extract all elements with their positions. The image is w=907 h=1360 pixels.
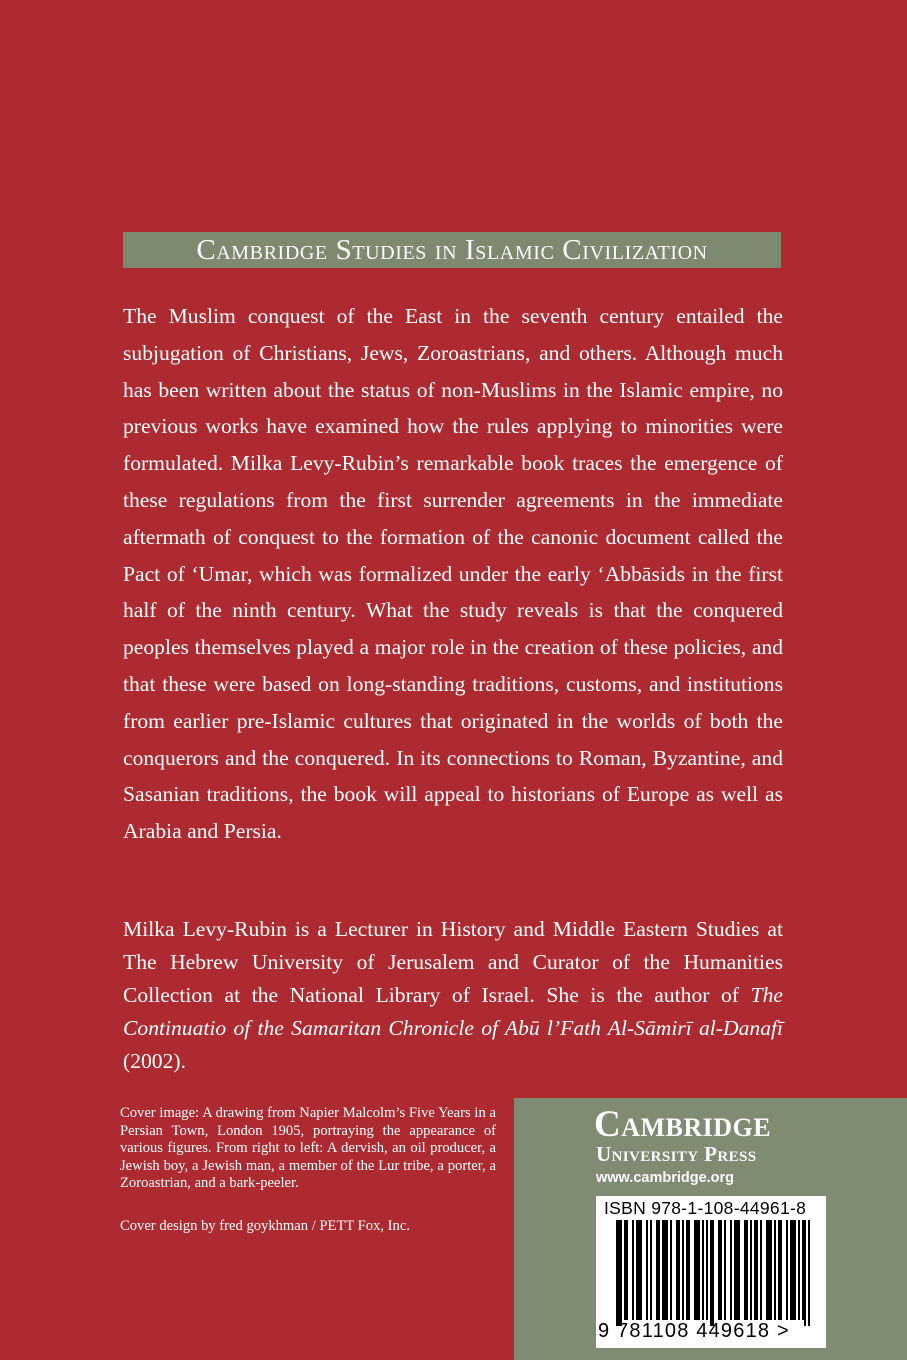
barcode-bar (710, 1220, 712, 1326)
publisher-subname: University Press (596, 1142, 757, 1166)
barcode-bar (786, 1220, 788, 1320)
barcode-bar (682, 1220, 684, 1320)
barcode-bar (794, 1220, 796, 1320)
barcode-bar (618, 1220, 620, 1326)
barcode-bar (636, 1220, 638, 1320)
barcode-bar (670, 1220, 672, 1320)
barcode-bar (678, 1220, 680, 1320)
barcode-bar (792, 1220, 794, 1320)
barcode-bar (698, 1220, 700, 1320)
barcode-bar (754, 1220, 756, 1320)
barcode-bar (662, 1220, 664, 1320)
barcode-bar (798, 1220, 800, 1320)
series-title: Cambridge Studies in Islamic Civilization (196, 233, 708, 266)
barcode-bar (718, 1220, 720, 1320)
barcode-bar (778, 1220, 780, 1320)
barcode-bar (706, 1220, 708, 1320)
cover-design-credit: Cover design by fred goykhman / PETT Fox, Inc. (120, 1218, 410, 1234)
barcode-bar (790, 1220, 792, 1320)
barcode-bar (770, 1220, 772, 1320)
author-bio-year: (2002). (123, 1049, 186, 1073)
barcode-bar (730, 1220, 732, 1320)
barcode-bar (768, 1220, 770, 1320)
barcode-bar (702, 1220, 704, 1320)
barcode-bar (638, 1220, 640, 1320)
barcode-bar (646, 1220, 648, 1320)
barcode-bar (720, 1220, 722, 1320)
barcode-bar (750, 1220, 752, 1320)
author-bio-text: Milka Levy-Rubin is a Lecturer in History and Middle Eastern Studies at The Hebrew University of Jerusalem and Curator of the Humanities Collection at the National Library of Israel. She is the author of (123, 917, 783, 1007)
barcode-bar (734, 1220, 736, 1320)
author-bio (123, 913, 783, 1078)
barcode-bar (624, 1220, 626, 1320)
barcode-bar (738, 1220, 740, 1320)
barcode-bar (620, 1220, 622, 1326)
barcode-bar (736, 1220, 738, 1320)
barcode-bar (746, 1220, 748, 1320)
barcode-bar (666, 1220, 668, 1320)
barcode-bar (802, 1220, 804, 1320)
author-previous-book-title: The Continuatio of the Samaritan Chronicle of Abū l’Fath Al-Sāmirī al-Danafī (123, 983, 783, 1040)
barcode-bar (626, 1220, 628, 1320)
barcode-bar (780, 1220, 782, 1320)
barcode-bar (650, 1220, 652, 1320)
barcode-box (596, 1196, 826, 1348)
isbn-number: ISBN 978-1-108-44961-8 (604, 1198, 807, 1218)
publisher-name: Cambridge (594, 1104, 772, 1145)
cover-image-credit: Cover image: A drawing from Napier Malcolm’s Five Years in a Persian Town, London 1905, portraying the appearance of various figures. From right to left: A dervish, an oil producer, a Jewish boy, a Jewish man, a member of the Lur tribe, a porter, a Zoroastrian, and a bark-peeler. (120, 1105, 496, 1192)
barcode-bar (640, 1220, 642, 1320)
barcode-bar (688, 1220, 690, 1320)
barcode-bar (686, 1220, 688, 1320)
publisher-panel (514, 1098, 907, 1360)
barcode-bar (658, 1220, 660, 1320)
barcode-bar (804, 1220, 806, 1326)
barcode-bar (696, 1220, 698, 1320)
barcode-bar (808, 1220, 810, 1326)
barcode-bar (760, 1220, 762, 1320)
series-banner (123, 232, 781, 268)
barcode-bar (616, 1220, 618, 1326)
barcode-bar (676, 1220, 678, 1320)
barcode-bar (774, 1220, 776, 1320)
book-description: The Muslim conquest of the East in the seventh century entailed the subjugation of Christians, Jews, Zoroastrians, and others. Although much has been written about the status of non-Muslims in the Islamic empire, no previous works have examined how the rules applying to minorities were formulated. Milka Levy-Rubin’s remarkable book traces the emergence of these regulations from the first surrender agreements in the immediate aftermath of conquest to the formation of the canonic document called the Pact of ‘Umar, which was formalized under the early ‘Abbāsids in the first half of the ninth century. What the study reveals is that the conquered peoples themselves played a major role in the creation of these policies, and that these were based on long-standing traditions, customs, and institutions from earlier pre-Islamic cultures that originated in the worlds of both the conquerors and the conquered. In its connections to Roman, Byzantine, and Sasanian traditions, the book will appeal to historians of Europe as well as Arabia and Persia. (123, 304, 783, 844)
barcode-bar (664, 1220, 666, 1320)
barcode-bar (632, 1220, 634, 1320)
publisher-url: www.cambridge.org (596, 1170, 735, 1186)
barcode-bar (656, 1220, 658, 1320)
barcode-bar (712, 1220, 714, 1326)
barcode-bar (694, 1220, 696, 1320)
barcode-bar (724, 1220, 726, 1320)
barcode-bar (744, 1220, 746, 1320)
barcode-bar (756, 1220, 758, 1320)
barcode-digits: 9 781108 449618 > (598, 1320, 790, 1342)
barcode-bar (766, 1220, 768, 1320)
